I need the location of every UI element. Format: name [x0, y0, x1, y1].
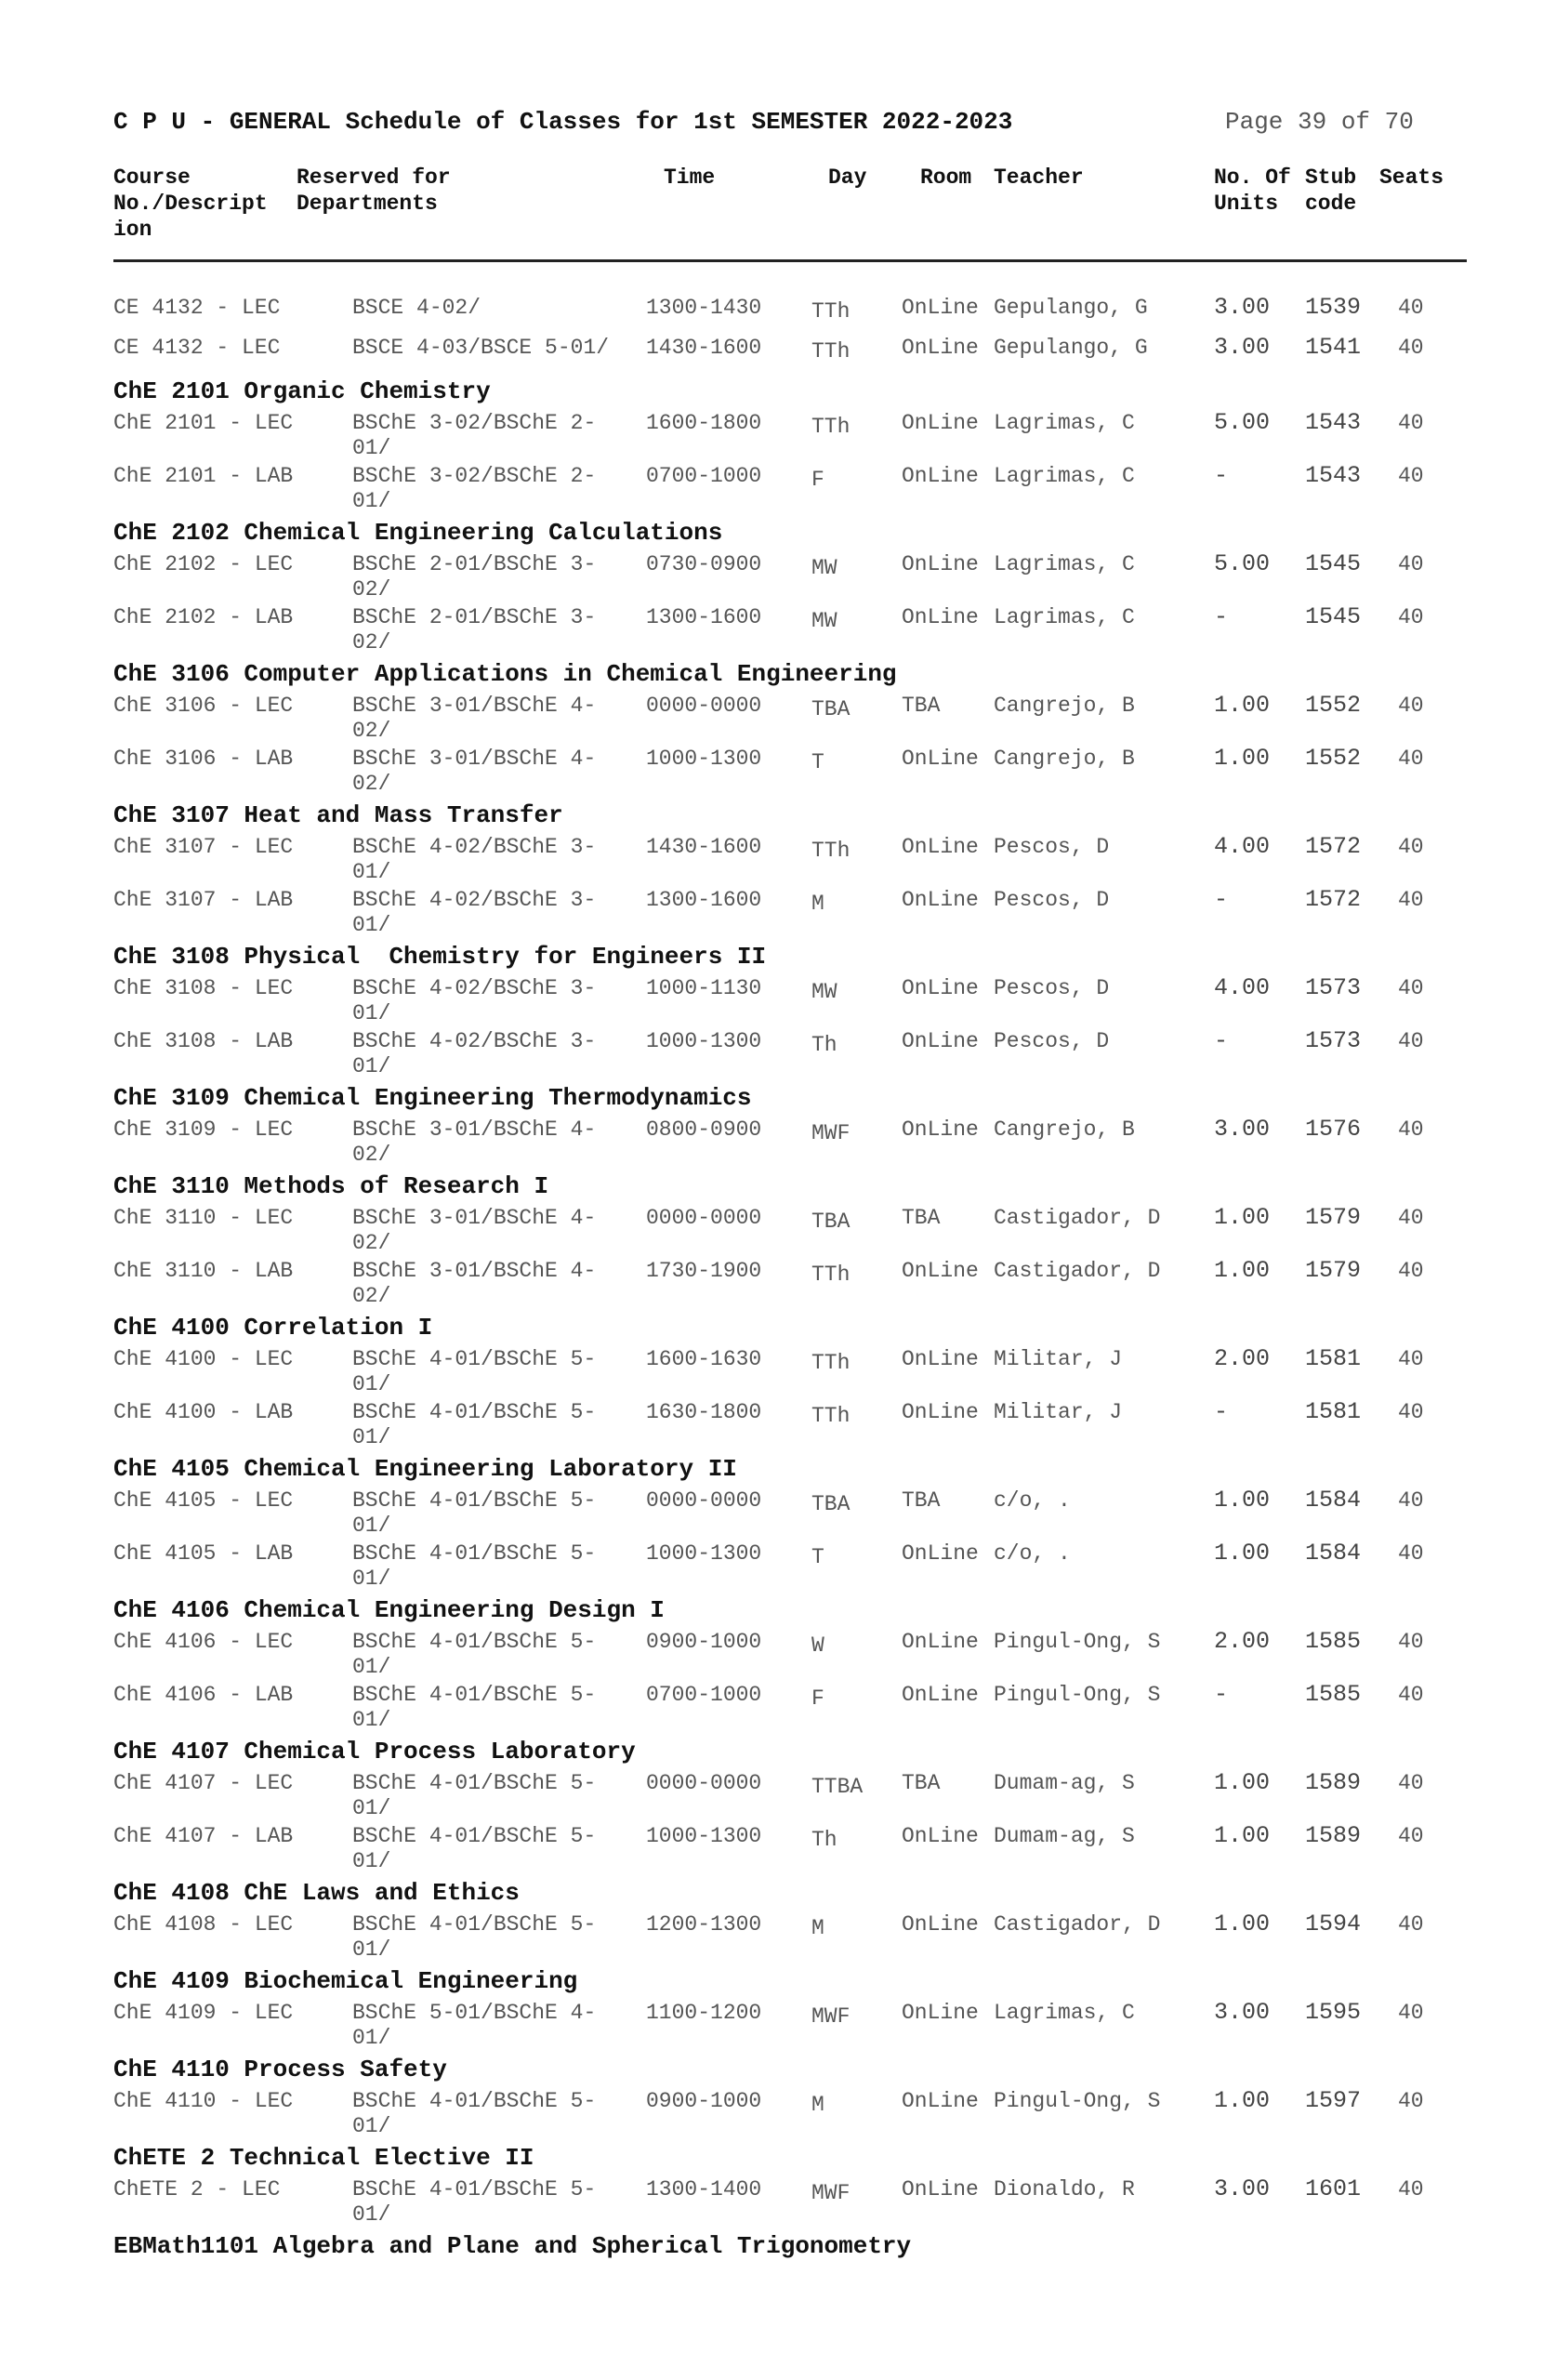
units-cell: 3.00 [1214, 1999, 1271, 2026]
course-code-cell: ChE 3109 - LEC [113, 1117, 294, 1142]
course-code-cell: ChE 4100 - LEC [113, 1347, 294, 1371]
room-cell: OnLine [902, 1683, 979, 1707]
time-cell: 0700-1000 [646, 464, 762, 488]
reserved-departments-cell: BSChE 4-01/BSChE 5- [352, 1630, 597, 1654]
room-cell: OnLine [902, 747, 979, 771]
time-cell: 1430-1600 [646, 336, 762, 360]
day-cell: TTh [811, 415, 851, 439]
reserved-departments-continuation: 01/ [352, 1655, 391, 1679]
teacher-cell: Dionaldo, R [994, 2177, 1135, 2202]
room-cell: TBA [902, 694, 941, 718]
day-cell: TTh [811, 1404, 851, 1428]
seats-cell: 40 [1398, 1541, 1424, 1566]
course-code-cell: CE 4132 - LEC [113, 336, 281, 360]
reserved-departments-cell: BSChE 3-01/BSChE 4- [352, 1259, 597, 1283]
units-cell: - [1214, 1681, 1229, 1708]
seats-cell: 40 [1398, 1117, 1424, 1142]
day-cell: TTBA [811, 1775, 864, 1799]
units-cell: 4.00 [1214, 833, 1271, 860]
teacher-cell: Dumam-ag, S [994, 1824, 1135, 1848]
course-section-title: ChE 2102 Chemical Engineering Calculations [113, 519, 723, 547]
course-code-cell: ChE 2101 - LEC [113, 411, 294, 435]
time-cell: 0000-0000 [646, 1488, 762, 1513]
room-cell: OnLine [902, 1117, 979, 1142]
reserved-departments-continuation: 02/ [352, 577, 391, 602]
course-section-title: ChE 4108 ChE Laws and Ethics [113, 1879, 520, 1907]
column-header-stub: Stub code [1305, 165, 1357, 216]
stub-code-cell: 1585 [1305, 1628, 1362, 1655]
units-cell: - [1214, 462, 1229, 489]
reserved-departments-cell: BSChE 4-01/BSChE 5- [352, 1912, 597, 1937]
course-section-title: ChE 4106 Chemical Engineering Design I [113, 1596, 665, 1624]
units-cell: 4.00 [1214, 974, 1271, 1001]
course-section-title: ChE 3107 Heat and Mass Transfer [113, 801, 563, 829]
teacher-cell: Pescos, D [994, 976, 1110, 1000]
seats-cell: 40 [1398, 1771, 1424, 1795]
units-cell: - [1214, 1398, 1229, 1425]
room-cell: OnLine [902, 1912, 979, 1937]
course-section-title: ChE 3106 Computer Applications in Chemical Engineering [113, 660, 897, 688]
reserved-departments-continuation: 01/ [352, 860, 391, 884]
course-code-cell: ChE 4108 - LEC [113, 1912, 294, 1937]
reserved-departments-continuation: 01/ [352, 1514, 391, 1538]
stub-code-cell: 1584 [1305, 1540, 1362, 1567]
time-cell: 1600-1800 [646, 411, 762, 435]
course-section-title: ChE 3108 Physical Chemistry for Engineers II [113, 943, 767, 971]
time-cell: 1430-1600 [646, 835, 762, 859]
time-cell: 0900-1000 [646, 2089, 762, 2113]
day-cell: F [811, 1686, 824, 1711]
time-cell: 0730-0900 [646, 552, 762, 576]
course-section-title: ChE 4110 Process Safety [113, 2056, 447, 2083]
room-cell: OnLine [902, 2001, 979, 2025]
reserved-departments-cell: BSChE 4-01/BSChE 5- [352, 1400, 597, 1424]
stub-code-cell: 1543 [1305, 462, 1362, 489]
reserved-departments-cell: BSChE 4-02/BSChE 3- [352, 1029, 597, 1053]
stub-code-cell: 1601 [1305, 2175, 1362, 2202]
units-cell: 2.00 [1214, 1628, 1271, 1655]
day-cell: W [811, 1633, 824, 1658]
room-cell: OnLine [902, 976, 979, 1000]
time-cell: 1200-1300 [646, 1912, 762, 1937]
course-code-cell: ChE 4109 - LEC [113, 2001, 294, 2025]
course-code-cell: ChE 4107 - LAB [113, 1824, 294, 1848]
stub-code-cell: 1572 [1305, 833, 1362, 860]
course-code-cell: ChE 2101 - LAB [113, 464, 294, 488]
teacher-cell: Pescos, D [994, 835, 1110, 859]
units-cell: 1.00 [1214, 1257, 1271, 1284]
room-cell: OnLine [902, 2177, 979, 2202]
day-cell: T [811, 750, 824, 774]
day-cell: MW [811, 609, 837, 633]
room-cell: TBA [902, 1488, 941, 1513]
course-code-cell: ChE 4106 - LAB [113, 1683, 294, 1707]
teacher-cell: Lagrimas, C [994, 605, 1135, 629]
time-cell: 1000-1300 [646, 1824, 762, 1848]
stub-code-cell: 1545 [1305, 603, 1362, 630]
seats-cell: 40 [1398, 1347, 1424, 1371]
reserved-departments-continuation: 01/ [352, 1937, 391, 1962]
room-cell: OnLine [902, 296, 979, 320]
room-cell: OnLine [902, 2089, 979, 2113]
seats-cell: 40 [1398, 1912, 1424, 1937]
stub-code-cell: 1579 [1305, 1204, 1362, 1231]
time-cell: 0900-1000 [646, 1630, 762, 1654]
room-cell: OnLine [902, 1824, 979, 1848]
day-cell: TTh [811, 299, 851, 324]
course-code-cell: ChE 4105 - LEC [113, 1488, 294, 1513]
units-cell: 3.00 [1214, 334, 1271, 361]
day-cell: MWF [811, 1121, 851, 1145]
teacher-cell: Cangrejo, B [994, 1117, 1135, 1142]
time-cell: 0800-0900 [646, 1117, 762, 1142]
stub-code-cell: 1539 [1305, 294, 1362, 321]
reserved-departments-continuation: 01/ [352, 1425, 391, 1449]
time-cell: 1300-1400 [646, 2177, 762, 2202]
time-cell: 1000-1300 [646, 747, 762, 771]
reserved-departments-continuation: 01/ [352, 489, 391, 513]
stub-code-cell: 1595 [1305, 1999, 1362, 2026]
reserved-departments-cell: BSChE 3-01/BSChE 4- [352, 694, 597, 718]
time-cell: 1730-1900 [646, 1259, 762, 1283]
units-cell: 1.00 [1214, 2087, 1271, 2114]
reserved-departments-continuation: 01/ [352, 1796, 391, 1820]
time-cell: 1300-1600 [646, 888, 762, 912]
course-section-title: EBMath1101 Algebra and Plane and Spherical Trigonometry [113, 2232, 912, 2260]
reserved-departments-cell: BSCE 4-02/ [352, 296, 481, 320]
units-cell: 1.00 [1214, 1822, 1271, 1849]
reserved-departments-cell: BSChE 4-02/BSChE 3- [352, 835, 597, 859]
room-cell: OnLine [902, 1259, 979, 1283]
reserved-departments-cell: BSChE 4-01/BSChE 5- [352, 1683, 597, 1707]
stub-code-cell: 1552 [1305, 745, 1362, 772]
seats-cell: 40 [1398, 976, 1424, 1000]
seats-cell: 40 [1398, 464, 1424, 488]
teacher-cell: Gepulango, G [994, 336, 1148, 360]
time-cell: 1630-1800 [646, 1400, 762, 1424]
teacher-cell: c/o, . [994, 1541, 1071, 1566]
course-section-title: ChE 4105 Chemical Engineering Laboratory II [113, 1455, 737, 1483]
course-code-cell: ChE 3107 - LAB [113, 888, 294, 912]
teacher-cell: Castigador, D [994, 1912, 1161, 1937]
teacher-cell: Pescos, D [994, 1029, 1110, 1053]
seats-cell: 40 [1398, 552, 1424, 576]
seats-cell: 40 [1398, 1029, 1424, 1053]
reserved-departments-cell: BSChE 5-01/BSChE 4- [352, 2001, 597, 2025]
reserved-departments-cell: BSChE 4-01/BSChE 5- [352, 1771, 597, 1795]
course-code-cell: ChE 4110 - LEC [113, 2089, 294, 2113]
units-cell: - [1214, 886, 1229, 913]
teacher-cell: Militar, J [994, 1347, 1123, 1371]
course-section-title: ChE 3109 Chemical Engineering Thermodynamics [113, 1084, 752, 1112]
day-cell: M [811, 2093, 824, 2117]
reserved-departments-cell: BSCE 4-03/BSCE 5-01/ [352, 336, 610, 360]
stub-code-cell: 1589 [1305, 1769, 1362, 1796]
room-cell: OnLine [902, 1630, 979, 1654]
seats-cell: 40 [1398, 1400, 1424, 1424]
reserved-departments-continuation: 02/ [352, 1143, 391, 1167]
units-cell: 2.00 [1214, 1345, 1271, 1372]
course-code-cell: ChE 3106 - LAB [113, 747, 294, 771]
room-cell: TBA [902, 1771, 941, 1795]
course-section-title: ChE 3110 Methods of Research I [113, 1172, 549, 1200]
course-code-cell: ChE 3107 - LEC [113, 835, 294, 859]
teacher-cell: Pescos, D [994, 888, 1110, 912]
time-cell: 1000-1300 [646, 1541, 762, 1566]
day-cell: TBA [811, 697, 851, 721]
teacher-cell: Cangrejo, B [994, 747, 1135, 771]
stub-code-cell: 1594 [1305, 1911, 1362, 1937]
stub-code-cell: 1579 [1305, 1257, 1362, 1284]
reserved-departments-cell: BSChE 4-02/BSChE 3- [352, 888, 597, 912]
units-cell: 1.00 [1214, 1540, 1271, 1567]
course-code-cell: CE 4132 - LEC [113, 296, 281, 320]
column-header-room: Room [920, 165, 972, 190]
reserved-departments-continuation: 02/ [352, 772, 391, 796]
room-cell: OnLine [902, 835, 979, 859]
day-cell: Th [811, 1828, 837, 1852]
room-cell: OnLine [902, 464, 979, 488]
course-code-cell: ChE 3110 - LAB [113, 1259, 294, 1283]
reserved-departments-cell: BSChE 3-01/BSChE 4- [352, 1206, 597, 1230]
column-header-day: Day [828, 165, 867, 190]
stub-code-cell: 1581 [1305, 1345, 1362, 1372]
column-header-teacher: Teacher [994, 165, 1084, 190]
stub-code-cell: 1589 [1305, 1822, 1362, 1849]
teacher-cell: Lagrimas, C [994, 552, 1135, 576]
seats-cell: 40 [1398, 888, 1424, 912]
teacher-cell: Lagrimas, C [994, 2001, 1135, 2025]
column-header-units: No. Of Units [1214, 165, 1291, 216]
units-cell: 3.00 [1214, 2175, 1271, 2202]
course-code-cell: ChE 2102 - LAB [113, 605, 294, 629]
reserved-departments-continuation: 01/ [352, 1054, 391, 1078]
day-cell: TTh [811, 839, 851, 863]
seats-cell: 40 [1398, 694, 1424, 718]
reserved-departments-continuation: 01/ [352, 1001, 391, 1025]
day-cell: Th [811, 1033, 837, 1057]
seats-cell: 40 [1398, 2001, 1424, 2025]
units-cell: 1.00 [1214, 745, 1271, 772]
teacher-cell: Gepulango, G [994, 296, 1148, 320]
seats-cell: 40 [1398, 1259, 1424, 1283]
column-header-course: Course No./Descript ion [113, 165, 268, 242]
time-cell: 1600-1630 [646, 1347, 762, 1371]
room-cell: OnLine [902, 336, 979, 360]
course-section-title: ChE 2101 Organic Chemistry [113, 377, 491, 405]
day-cell: TBA [811, 1492, 851, 1516]
course-code-cell: ChE 4105 - LAB [113, 1541, 294, 1566]
day-cell: M [811, 1916, 824, 1940]
reserved-departments-cell: BSChE 2-01/BSChE 3- [352, 552, 597, 576]
stub-code-cell: 1543 [1305, 409, 1362, 436]
teacher-cell: c/o, . [994, 1488, 1071, 1513]
stub-code-cell: 1573 [1305, 1027, 1362, 1054]
time-cell: 0000-0000 [646, 1771, 762, 1795]
room-cell: OnLine [902, 1029, 979, 1053]
seats-cell: 40 [1398, 296, 1424, 320]
room-cell: OnLine [902, 552, 979, 576]
time-cell: 1000-1300 [646, 1029, 762, 1053]
teacher-cell: Dumam-ag, S [994, 1771, 1135, 1795]
stub-code-cell: 1545 [1305, 550, 1362, 577]
reserved-departments-continuation: 01/ [352, 2202, 391, 2227]
room-cell: OnLine [902, 1400, 979, 1424]
reserved-departments-cell: BSChE 4-01/BSChE 5- [352, 1488, 597, 1513]
reserved-departments-continuation: 01/ [352, 1372, 391, 1396]
reserved-departments-cell: BSChE 4-01/BSChE 5- [352, 2177, 597, 2202]
teacher-cell: Lagrimas, C [994, 464, 1135, 488]
room-cell: OnLine [902, 411, 979, 435]
stub-code-cell: 1597 [1305, 2087, 1362, 2114]
teacher-cell: Militar, J [994, 1400, 1123, 1424]
reserved-departments-continuation: 01/ [352, 1849, 391, 1873]
seats-cell: 40 [1398, 835, 1424, 859]
units-cell: 1.00 [1214, 692, 1271, 719]
day-cell: TBA [811, 1210, 851, 1234]
units-cell: - [1214, 1027, 1229, 1054]
reserved-departments-cell: BSChE 3-01/BSChE 4- [352, 747, 597, 771]
seats-cell: 40 [1398, 2089, 1424, 2113]
stub-code-cell: 1552 [1305, 692, 1362, 719]
day-cell: TTh [811, 1351, 851, 1375]
stub-code-cell: 1572 [1305, 886, 1362, 913]
page-number: Page 39 of 70 [1225, 108, 1414, 136]
units-cell: - [1214, 603, 1229, 630]
reserved-departments-cell: BSChE 4-02/BSChE 3- [352, 976, 597, 1000]
teacher-cell: Castigador, D [994, 1259, 1161, 1283]
time-cell: 1000-1130 [646, 976, 762, 1000]
course-code-cell: ChE 2102 - LEC [113, 552, 294, 576]
reserved-departments-continuation: 01/ [352, 1708, 391, 1732]
units-cell: 1.00 [1214, 1487, 1271, 1514]
day-cell: MW [811, 980, 837, 1004]
day-cell: M [811, 892, 824, 916]
reserved-departments-continuation: 01/ [352, 913, 391, 937]
reserved-departments-continuation: 01/ [352, 2114, 391, 2138]
room-cell: OnLine [902, 888, 979, 912]
stub-code-cell: 1581 [1305, 1398, 1362, 1425]
units-cell: 1.00 [1214, 1769, 1271, 1796]
reserved-departments-continuation: 02/ [352, 630, 391, 654]
course-code-cell: ChE 3110 - LEC [113, 1206, 294, 1230]
seats-cell: 40 [1398, 1206, 1424, 1230]
course-code-cell: ChE 3106 - LEC [113, 694, 294, 718]
course-code-cell: ChE 3108 - LAB [113, 1029, 294, 1053]
seats-cell: 40 [1398, 336, 1424, 360]
seats-cell: 40 [1398, 1824, 1424, 1848]
reserved-departments-cell: BSChE 3-02/BSChE 2- [352, 464, 597, 488]
day-cell: TTh [811, 1263, 851, 1287]
document-title: C P U - GENERAL Schedule of Classes for 1st SEMESTER 2022-2023 [113, 108, 1013, 136]
stub-code-cell: 1573 [1305, 974, 1362, 1001]
time-cell: 1300-1600 [646, 605, 762, 629]
units-cell: 1.00 [1214, 1204, 1271, 1231]
teacher-cell: Pingul-Ong, S [994, 2089, 1161, 2113]
day-cell: MWF [811, 2181, 851, 2205]
units-cell: 3.00 [1214, 1116, 1271, 1143]
course-section-title: ChE 4109 Biochemical Engineering [113, 1967, 578, 1995]
course-section-title: ChE 4100 Correlation I [113, 1314, 433, 1342]
reserved-departments-cell: BSChE 4-01/BSChE 5- [352, 1347, 597, 1371]
column-header-reserved: Reserved for Departments [297, 165, 451, 216]
reserved-departments-cell: BSChE 3-01/BSChE 4- [352, 1117, 597, 1142]
course-code-cell: ChE 4107 - LEC [113, 1771, 294, 1795]
course-code-cell: ChE 3108 - LEC [113, 976, 294, 1000]
teacher-cell: Pingul-Ong, S [994, 1630, 1161, 1654]
seats-cell: 40 [1398, 2177, 1424, 2202]
reserved-departments-continuation: 01/ [352, 2026, 391, 2050]
time-cell: 0000-0000 [646, 694, 762, 718]
room-cell: OnLine [902, 605, 979, 629]
column-header-time: Time [664, 165, 716, 190]
teacher-cell: Pingul-Ong, S [994, 1683, 1161, 1707]
time-cell: 1300-1430 [646, 296, 762, 320]
reserved-departments-cell: BSChE 4-01/BSChE 5- [352, 1541, 597, 1566]
stub-code-cell: 1584 [1305, 1487, 1362, 1514]
time-cell: 1100-1200 [646, 2001, 762, 2025]
course-section-title: ChE 4107 Chemical Process Laboratory [113, 1738, 636, 1765]
seats-cell: 40 [1398, 1488, 1424, 1513]
reserved-departments-continuation: 01/ [352, 436, 391, 460]
stub-code-cell: 1541 [1305, 334, 1362, 361]
teacher-cell: Lagrimas, C [994, 411, 1135, 435]
reserved-departments-continuation: 02/ [352, 1231, 391, 1255]
units-cell: 5.00 [1214, 550, 1271, 577]
day-cell: F [811, 468, 824, 492]
course-code-cell: ChE 4100 - LAB [113, 1400, 294, 1424]
column-header-seats: Seats [1379, 165, 1444, 190]
reserved-departments-cell: BSChE 4-01/BSChE 5- [352, 1824, 597, 1848]
units-cell: 5.00 [1214, 409, 1271, 436]
stub-code-cell: 1585 [1305, 1681, 1362, 1708]
seats-cell: 40 [1398, 605, 1424, 629]
stub-code-cell: 1576 [1305, 1116, 1362, 1143]
course-code-cell: ChETE 2 - LEC [113, 2177, 281, 2202]
reserved-departments-cell: BSChE 4-01/BSChE 5- [352, 2089, 597, 2113]
units-cell: 1.00 [1214, 1911, 1271, 1937]
day-cell: TTh [811, 339, 851, 364]
reserved-departments-cell: BSChE 2-01/BSChE 3- [352, 605, 597, 629]
teacher-cell: Castigador, D [994, 1206, 1161, 1230]
time-cell: 0700-1000 [646, 1683, 762, 1707]
units-cell: 3.00 [1214, 294, 1271, 321]
room-cell: OnLine [902, 1541, 979, 1566]
teacher-cell: Cangrejo, B [994, 694, 1135, 718]
course-code-cell: ChE 4106 - LEC [113, 1630, 294, 1654]
room-cell: TBA [902, 1206, 941, 1230]
day-cell: MWF [811, 2004, 851, 2029]
reserved-departments-continuation: 02/ [352, 719, 391, 743]
reserved-departments-cell: BSChE 3-02/BSChE 2- [352, 411, 597, 435]
course-section-title: ChETE 2 Technical Elective II [113, 2144, 534, 2172]
seats-cell: 40 [1398, 747, 1424, 771]
room-cell: OnLine [902, 1347, 979, 1371]
day-cell: T [811, 1545, 824, 1569]
seats-cell: 40 [1398, 1630, 1424, 1654]
header-divider [113, 259, 1467, 262]
day-cell: MW [811, 556, 837, 580]
seats-cell: 40 [1398, 1683, 1424, 1707]
reserved-departments-continuation: 02/ [352, 1284, 391, 1308]
time-cell: 0000-0000 [646, 1206, 762, 1230]
reserved-departments-continuation: 01/ [352, 1567, 391, 1591]
seats-cell: 40 [1398, 411, 1424, 435]
